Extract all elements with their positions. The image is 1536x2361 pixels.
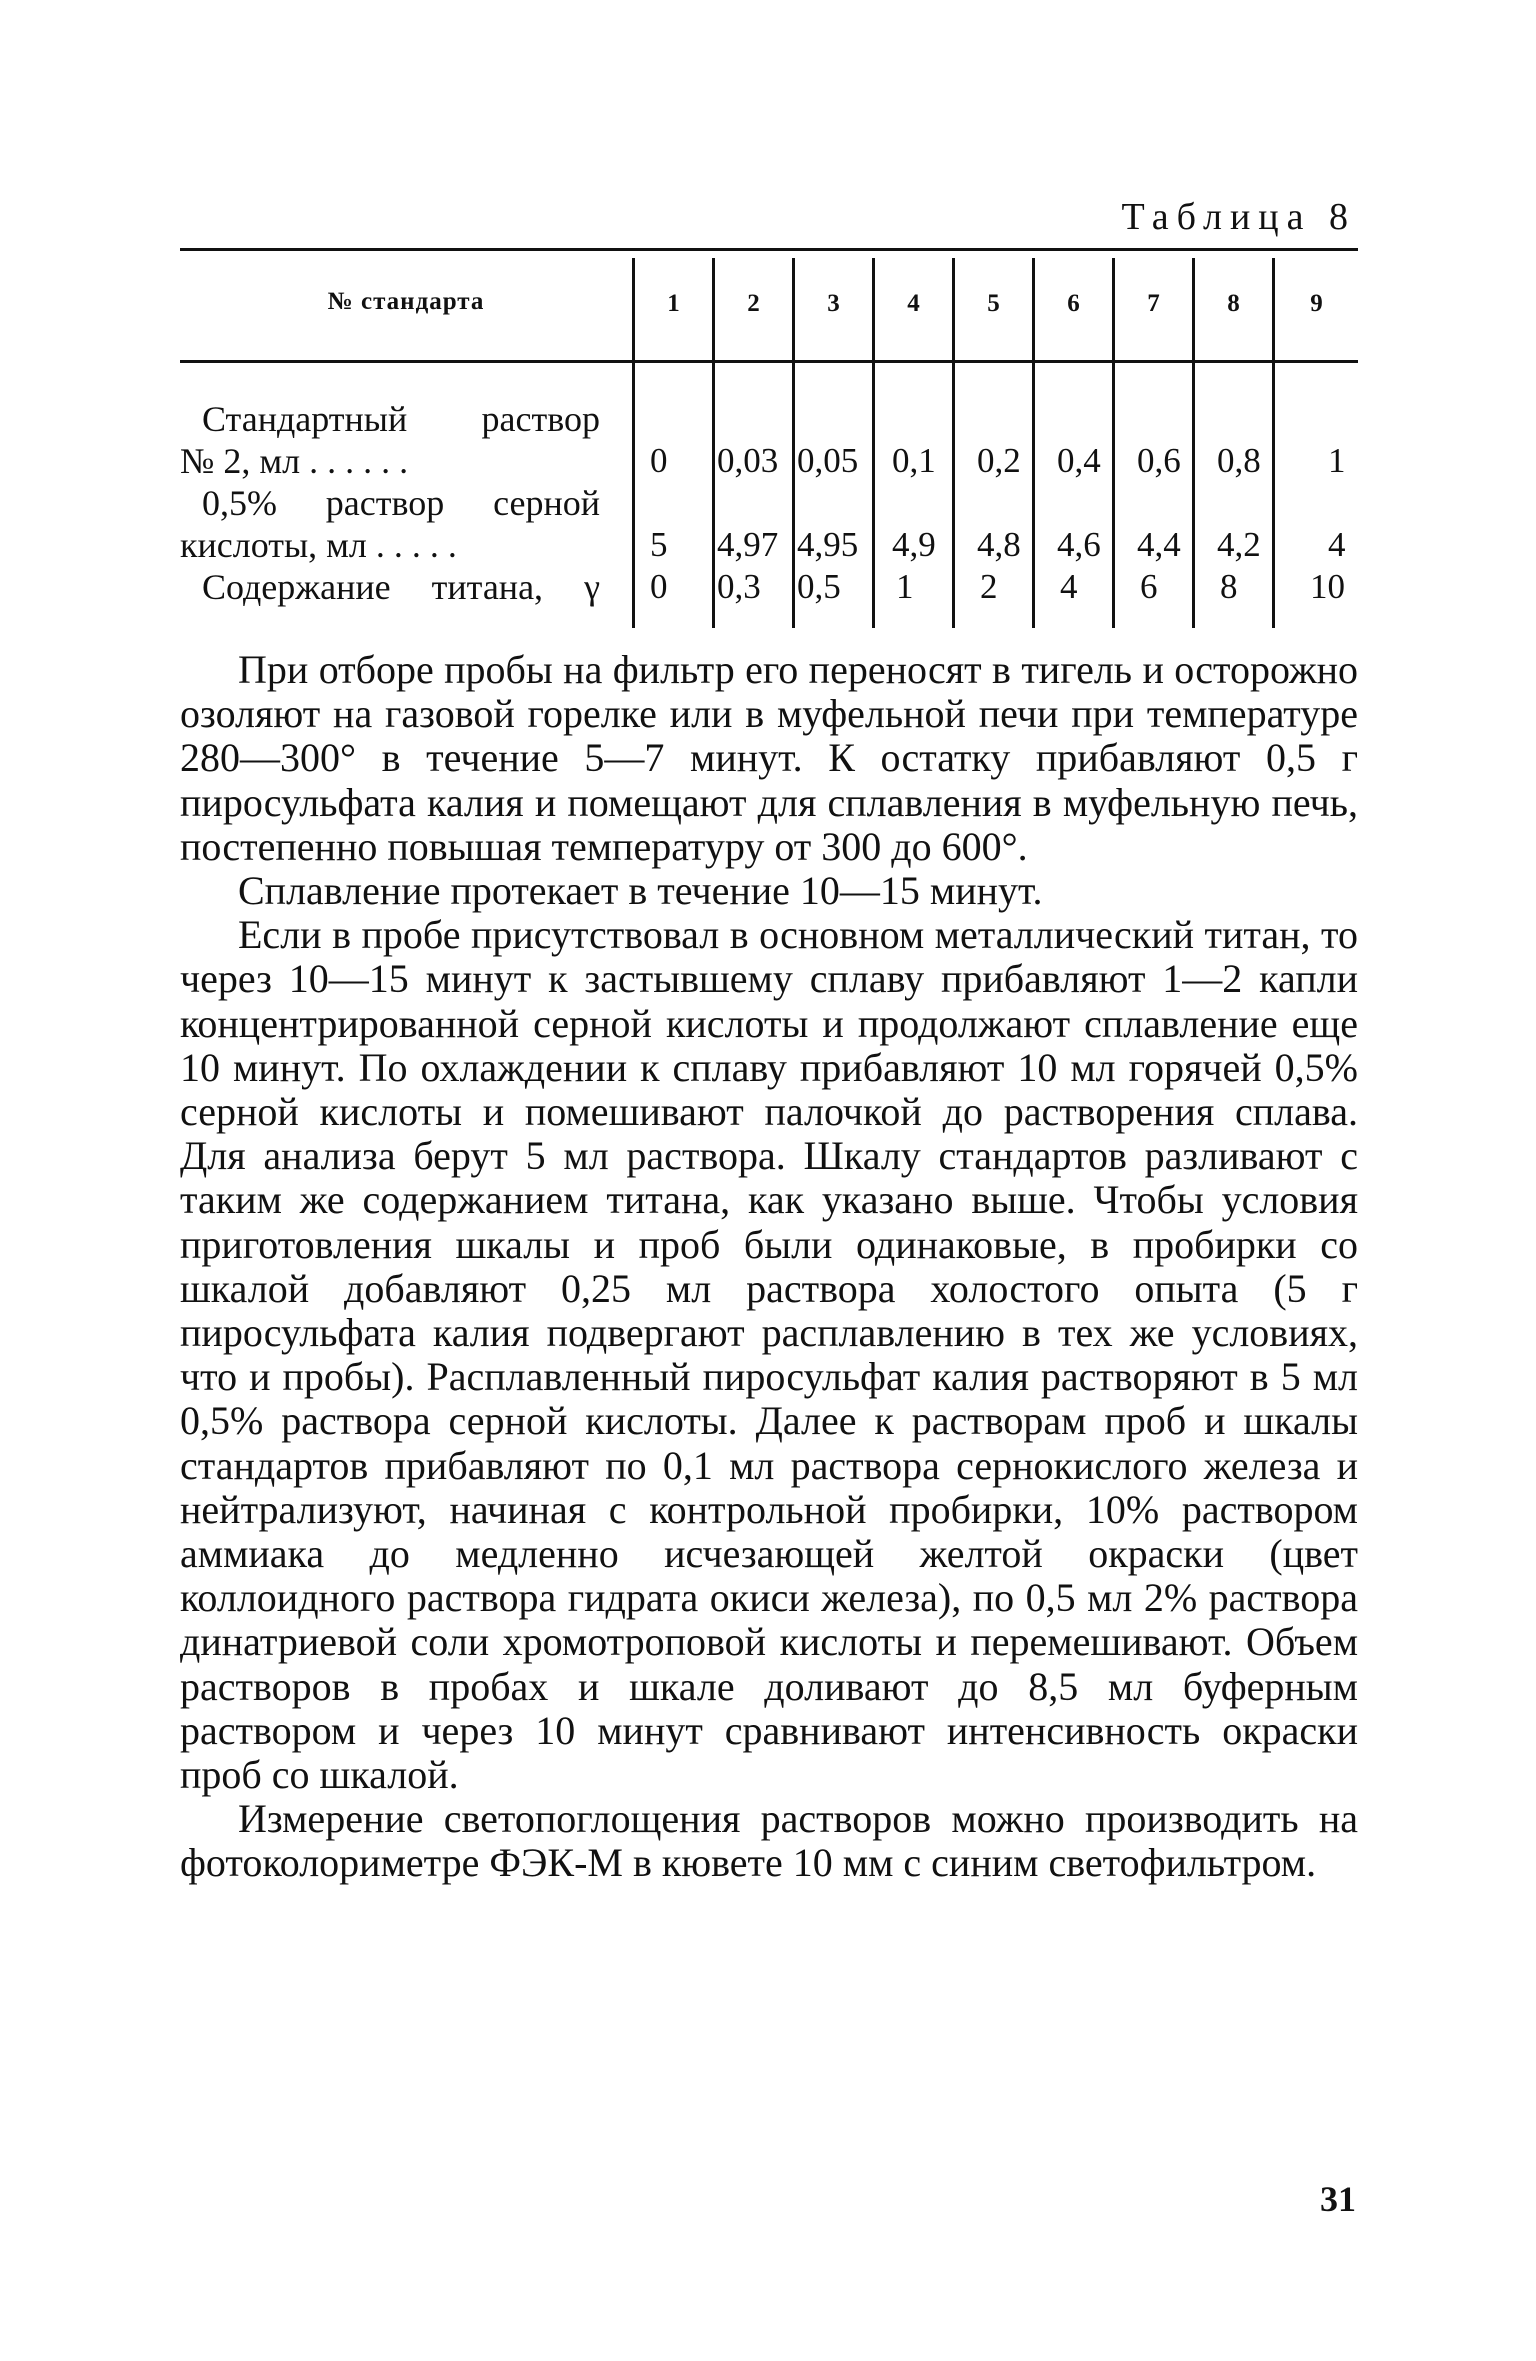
header-col-9: 9: [1310, 290, 1323, 317]
table-cell: 0,8: [1217, 441, 1261, 480]
header-col-8: 8: [1227, 290, 1240, 317]
table-cell: 4: [1328, 525, 1346, 564]
table-cell: 0,5: [797, 567, 841, 606]
table-cell: 4,6: [1057, 525, 1101, 564]
table-cell: 8: [1220, 567, 1238, 606]
table-cell: 1: [896, 567, 914, 606]
table-header-rule: [180, 360, 1358, 363]
table-cell: 0,05: [797, 441, 859, 480]
table-cell: 0,1: [892, 441, 936, 480]
row-label-line: кислоты, мл . . . . .: [180, 525, 457, 565]
body-text: [180, 648, 1358, 1886]
table-cell: 0: [650, 567, 668, 606]
table-cell: 2: [980, 567, 998, 606]
table-cell: 4,97: [717, 525, 779, 564]
table-cell: 4,95: [797, 525, 859, 564]
page-number: 31: [1320, 2179, 1356, 2219]
header-col-3: 3: [827, 290, 840, 317]
row-label-line: 0,5% раствор серной: [202, 483, 600, 523]
row-label-sulfuric-acid: [180, 482, 600, 566]
row-label-line: № 2, мл . . . . . .: [180, 441, 409, 481]
header-col-2: 2: [747, 290, 760, 317]
header-standard-number: № стандарта: [327, 288, 485, 315]
row-label-titanium-content: [180, 566, 600, 608]
standards-table: [180, 248, 1358, 628]
paragraph: При отборе пробы на фильтр его переносят в тигель и осторожно озоляют на газовой горелке или в муфельной печи при температуре 280—300° в течение 5—7 минут. К остатку прибавляют 0,5 г пиросульфата калия и помещают для сплавления в муфельную печь, постепенно повышая температуру от 300 до 600°.: [180, 647, 1358, 869]
row-label-standard-solution: [180, 398, 600, 482]
paragraph: Если в пробе присутствовал в основном металлический титан, то через 10—15 минут к застывшему сплаву прибавляют 1—2 капли концентрированной серной кислоты и продолжают сплавление еще 10 минут. По охлаждении к сплаву прибавляют 10 мл горячей 0,5% серной кислоты и помешивают палочкой до растворения сплава. Для анализа берут 5 мл раствора. Шкалу стандартов разливают с таким же содержанием титана, как указано выше. Чтобы условия приготовления шкалы и проб были одинаковые, в пробирки со шкалой добавляют 0,25 мл раствора холостого опыта (5 г пиросульфата калия подвергают расплавлению в тех же условиях, что и пробы). Расплавленный пиросульфат калия растворяют в 5 мл 0,5% раствора серной кислоты. Далее к растворам проб и шкалы стандартов прибавляют по 0,1 мл раствора сернокислого железа и нейтрализуют, начиная с контрольной пробирки, 10% раствором аммиака до медленно исчезающей желтой окраски (цвет коллоидного раствора гидрата окиси железа), по 0,5 мл 2% раствора динатриевой соли хромотроповой кислоты и перемешивают. Объем растворов в пробах и шкале доливают до 8,5 мл буферным раствором и через 10 минут сравнивают интенсивность окраски проб со шкалой.: [180, 912, 1358, 1798]
header-col-4: 4: [907, 290, 920, 317]
paragraph: Измерение светопоглощения растворов можно производить на фотоколориметре ФЭК-М в кювете 10 мм с синим светофильтром.: [180, 1796, 1358, 1886]
table-cell: 0,03: [717, 441, 779, 480]
table-cell: 0,4: [1057, 441, 1101, 480]
table-cell: 0,6: [1137, 441, 1181, 480]
row-label-line: Содержание титана, γ: [202, 567, 600, 607]
table-cell: 6: [1140, 567, 1158, 606]
table-cell: 1: [1328, 441, 1346, 480]
table-cell: 0,2: [977, 441, 1021, 480]
table-caption: Таблица 8: [1121, 196, 1356, 238]
header-col-6: 6: [1067, 290, 1080, 317]
table-cell: 0: [650, 441, 668, 480]
table-cell: 4: [1060, 567, 1078, 606]
table-cell: 5: [650, 525, 668, 564]
table-top-rule: [180, 248, 1358, 251]
paragraph: Сплавление протекает в течение 10—15 минут.: [238, 868, 1043, 914]
header-col-5: 5: [987, 290, 1000, 317]
table-cell: 4,4: [1137, 525, 1181, 564]
table-cell: 4,9: [892, 525, 936, 564]
table-cell: 4,8: [977, 525, 1021, 564]
header-col-1: 1: [667, 290, 680, 317]
table-cell: 0,3: [717, 567, 761, 606]
table-cell: 4,2: [1217, 525, 1261, 564]
table-cell: 10: [1310, 567, 1345, 606]
header-col-7: 7: [1147, 290, 1160, 317]
row-label-line: Стандартный раствор: [202, 399, 600, 439]
